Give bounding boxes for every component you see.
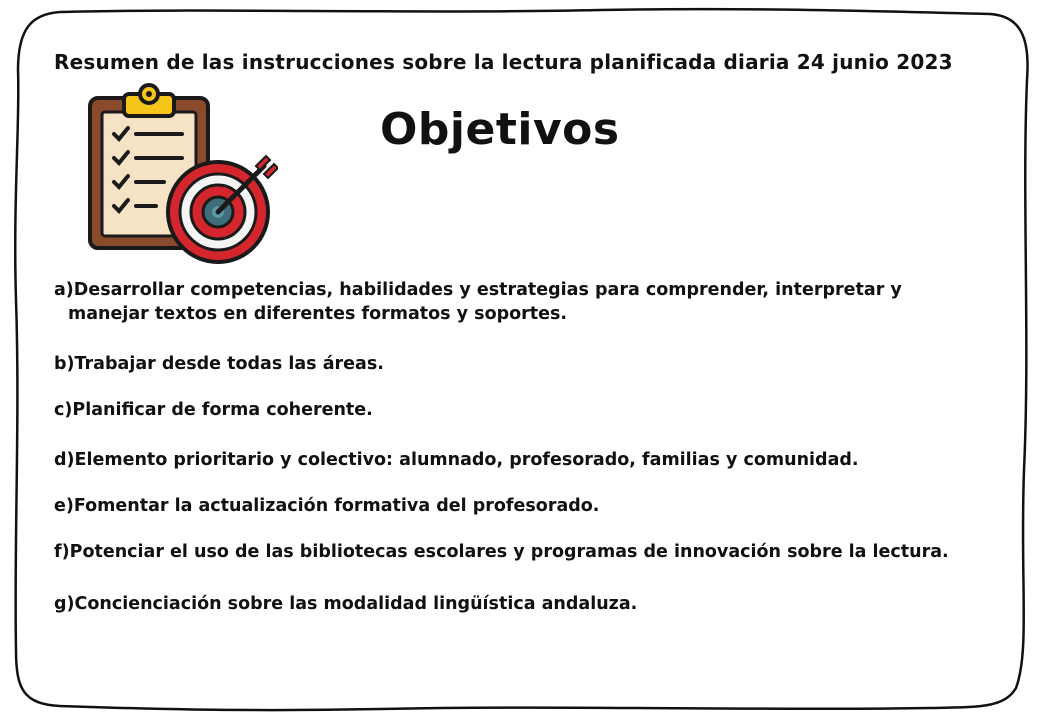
objective-text: f)Potenciar el uso de las bibliotecas escolares y programas de innovación sobre la lectura. (54, 542, 949, 562)
objective-text: d)Elemento prioritario y colectivo: alumnado, profesorado, familias y comunidad. (54, 450, 859, 470)
objective-item-f (54, 540, 949, 564)
objective-item-a (54, 278, 902, 326)
objective-text: a)Desarrollar competencias, habilidades y estrategias para comprender, interpretar y (54, 280, 902, 300)
page-title: Objetivos (380, 104, 620, 155)
summary-heading: Resumen de las instrucciones sobre la lectura planificada diaria 24 junio 2023 (54, 50, 953, 74)
objective-text: g)Concienciación sobre las modalidad lingüística andaluza. (54, 594, 638, 614)
objective-item-b (54, 352, 384, 376)
objective-item-c (54, 398, 373, 422)
objective-item-g (54, 592, 637, 616)
objective-text: e)Fomentar la actualización formativa del profesorado. (54, 496, 600, 516)
objective-text-continued: manejar textos en diferentes formatos y soportes. (68, 304, 568, 324)
objective-item-e (54, 494, 599, 518)
objective-text: b)Trabajar desde todas las áreas. (54, 354, 384, 374)
clipboard-checklist-target-icon (84, 82, 278, 266)
objective-text: c)Planificar de forma coherente. (54, 400, 373, 420)
objective-item-d (54, 448, 859, 472)
